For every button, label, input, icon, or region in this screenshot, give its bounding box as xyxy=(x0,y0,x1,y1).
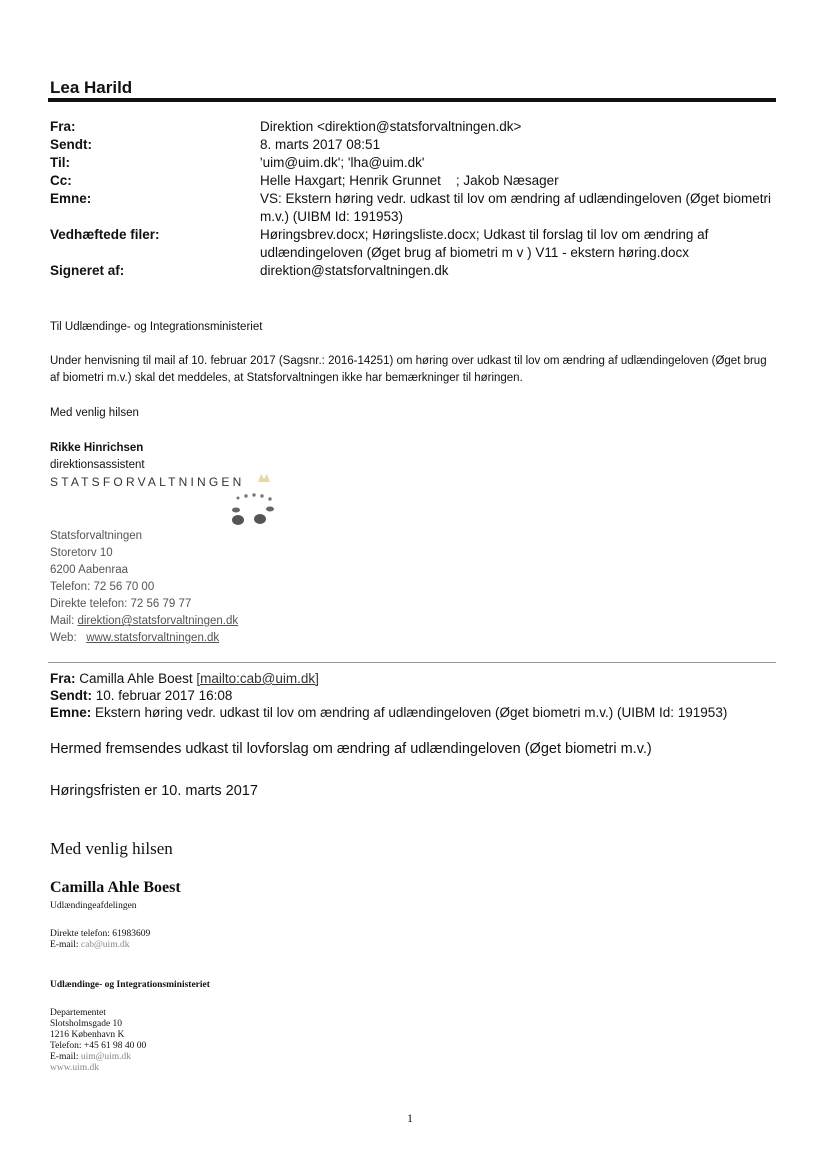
fwd-sent-label: Sendt: xyxy=(50,688,92,703)
contact-block xyxy=(50,528,238,647)
fwd-subject-value: Ekstern høring vedr. udkast til lov om ændring af udlændingeloven (Øget biometri m.v.) (UIBM Id: 191953) xyxy=(95,705,728,720)
sent-label: Sendt: xyxy=(50,137,92,152)
subject-value: VS: Ekstern høring vedr. udkast til lov om ændring af udlændingeloven (Øget biometri m.v.) (UIBM Id: 191953) xyxy=(260,191,772,224)
contact-street: Storetorv 10 xyxy=(50,547,113,559)
fwd-sent-value: 10. februar 2017 16:08 xyxy=(95,688,233,703)
header-row-to xyxy=(50,154,780,172)
contact-phone: Telefon: 72 56 70 00 xyxy=(50,581,155,593)
fwd-email-label: E-mail: xyxy=(50,940,79,950)
cc-label: Cc: xyxy=(50,173,72,188)
page-number: 1 xyxy=(407,1111,413,1125)
fwd-direct-phone: Direkte telefon: 61983609 xyxy=(50,929,151,939)
forward-divider xyxy=(48,662,776,663)
fwd-email-row xyxy=(50,940,150,951)
fwd-address-block xyxy=(50,1008,146,1074)
to-value: 'uim@uim.dk'; 'lha@uim.dk' xyxy=(260,155,425,170)
mail-label: Mail: xyxy=(50,615,75,627)
header-row-sent xyxy=(50,136,780,154)
fwd-greeting: Med venlig hilsen xyxy=(50,839,173,858)
sent-value: 8. marts 2017 08:51 xyxy=(260,137,381,152)
header-row-subject xyxy=(50,190,780,226)
fwd-email2-row xyxy=(50,1052,146,1063)
fwd-email2-label: E-mail: xyxy=(50,1052,79,1062)
header-row-cc xyxy=(50,172,780,190)
forwarded-header xyxy=(50,670,727,721)
greeting: Med venlig hilsen xyxy=(50,407,139,419)
from-value: Direktion <direktion@statsforvaltningen.dk> xyxy=(260,119,522,134)
contact-mail-row xyxy=(50,613,238,630)
fwd-email-link[interactable]: cab@uim.dk xyxy=(80,940,130,950)
contact-web-row xyxy=(50,630,238,647)
contact-org: Statsforvaltningen xyxy=(50,530,143,542)
fwd-from-name: Camilla Ahle Boest xyxy=(79,671,193,686)
fwd-direct-block xyxy=(50,929,150,951)
fwd-phone: Telefon: +45 61 98 40 00 xyxy=(50,1041,147,1051)
fwd-from-row xyxy=(50,670,727,687)
signed-label: Signeret af: xyxy=(50,263,125,278)
crown-logo-icon xyxy=(224,468,284,530)
header-row-attachments xyxy=(50,226,780,262)
email-header xyxy=(50,118,780,280)
to-line: Til Udlændinge- og Integrationsministeriet xyxy=(50,321,263,333)
fwd-email2-link[interactable]: uim@uim.dk xyxy=(80,1052,132,1062)
attachments-label: Vedhæftede filer: xyxy=(50,227,160,242)
fwd-subject-row xyxy=(50,704,727,721)
fwd-ministry: Udlændinge- og Integrationsministeriet xyxy=(50,980,210,990)
fwd-from-link[interactable]: [mailto:cab@uim.dk] xyxy=(196,671,319,686)
web-label: Web: xyxy=(50,632,77,644)
web-link[interactable]: www.statsforvaltningen.dk xyxy=(86,632,220,644)
fwd-line-1: Hermed fremsendes udkast til lovforslag om ændring af udlændingeloven (Øget biometri m.v.) xyxy=(50,741,652,757)
fwd-sig-dept: Udlændingeafdelingen xyxy=(50,901,137,911)
fwd-web-link[interactable]: www.uim.dk xyxy=(50,1063,99,1073)
sender-title: direktionsassistent xyxy=(50,459,145,471)
brand-wordmark: STATSFORVALTNINGEN xyxy=(50,475,245,489)
fwd-subject-label: Emne: xyxy=(50,705,92,720)
fwd-dept: Departementet xyxy=(50,1008,106,1018)
fwd-city: 1216 København K xyxy=(50,1030,125,1040)
title-rule xyxy=(48,98,776,102)
sender-name: Rikke Hinrichsen xyxy=(50,442,144,454)
signed-value: direktion@statsforvaltningen.dk xyxy=(260,263,449,278)
fwd-from-label: Fra: xyxy=(50,671,76,686)
to-label: Til: xyxy=(50,155,70,170)
mail-link[interactable]: direktion@statsforvaltningen.dk xyxy=(77,615,239,627)
attachments-value: Høringsbrev.docx; Høringsliste.docx; Udkast til forslag til lov om ændring af udlændingeloven (Øget brug af biometri m v ) V11 - ekstern høring.docx xyxy=(260,227,709,260)
fwd-sig-name: Camilla Ahle Boest xyxy=(50,879,181,896)
fwd-street: Slotsholmsgade 10 xyxy=(50,1019,123,1029)
signature xyxy=(50,440,145,474)
header-row-signed xyxy=(50,262,780,280)
fwd-sent-row xyxy=(50,687,727,704)
from-label: Fra: xyxy=(50,119,76,134)
contact-direct-phone: Direkte telefon: 72 56 79 77 xyxy=(50,598,192,610)
subject-label: Emne: xyxy=(50,191,92,206)
document-title: Lea Harild xyxy=(50,78,133,97)
message-body: Under henvisning til mail af 10. februar 2017 (Sagsnr.: 2016-14251) om høring over udkast til lov om ændring af udlændingeloven (Øget brug af biometri m.v.) skal det meddeles, at Statsforvaltningen ikke har bemærkninger til høringen. xyxy=(50,355,767,384)
contact-city: 6200 Aabenraa xyxy=(50,564,129,576)
fwd-line-2: Høringsfristen er 10. marts 2017 xyxy=(50,783,258,799)
header-row-from xyxy=(50,118,780,136)
cc-value: Helle Haxgart; Henrik Grunnet ; Jakob Næsager xyxy=(260,173,559,188)
